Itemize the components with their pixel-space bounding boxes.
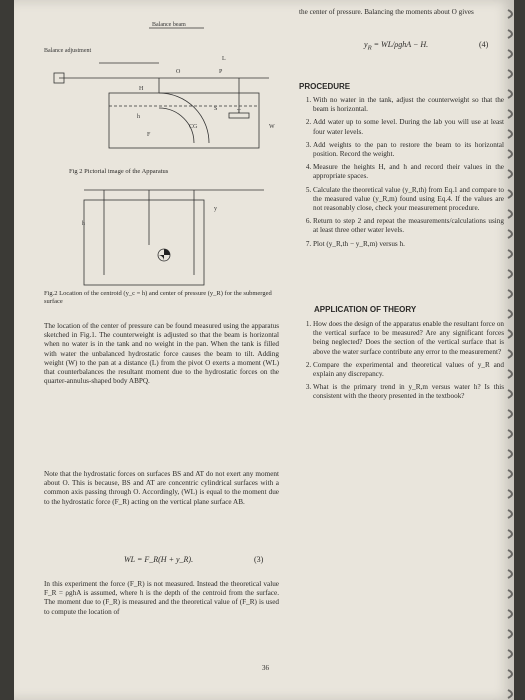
procedure-step: 2. Add water up to some level. During the lab you will use at least four water levels. [313,118,504,136]
label-O: O [176,69,181,75]
application-item: 1. How does the design of the apparatus enable the resultant force on the vertical surface to be measured? Are any significant forces being neglected? Does the section of the vertical surface that is above the water surface contribute any error to the measurement? [313,320,504,357]
procedure-step: 1. With no water in the tank, adjust the counterweight so that the beam is horizontal. [313,96,504,114]
centroid-diagram [74,180,274,290]
label-H: H [139,86,144,92]
procedure-step: 6. Return to step 2 and repeat the measurements/calculations using at least three other water levels. [313,217,504,235]
label-CG: CG [189,124,198,130]
apparatus-figure [39,18,284,158]
label-h: h [137,114,140,120]
equation-4-sub: R [367,44,372,52]
procedure-list [299,96,504,253]
intro-continuation: the center of pressure. Balancing the moments about O gives [299,8,474,16]
equation-3: WL = F_R(H + y_R). [124,555,194,564]
equation-4-rhs: = WL/ρghA − H. [373,40,429,49]
procedure-step: 7. Plot (y_R,th − y_R,m) versus h. [313,240,504,249]
procedure-heading: PROCEDURE [299,82,351,91]
equation-4-lhs: y [364,40,368,49]
apparatus-diagram [39,18,284,158]
equation-4-number: (4) [479,40,489,49]
equation-3-number: (3) [254,555,264,564]
application-item: 3. What is the primary trend in y_R,m versus water h? Is this consistent with the theory presented in the textbook? [313,383,504,401]
label-P: P [219,69,223,75]
figure-1-caption: Fig 2 Pictorial image of the Apparatus [69,168,169,175]
figure-2-label-y: y [214,206,217,212]
label-F: F [147,132,151,138]
label-W: W [269,124,275,130]
label-L: L [222,56,226,62]
body-paragraph-1: The location of the center of pressure can be found measured using the apparatus sketched in Fig.1. The counterweight is adjusted so that the beam is horizontal when no water is in the tank and no weight in the pan. When the tank is filled with water the unbalanced hydrostatic force causes the beam to tilt. Adding weight (W) to the pan at a distance (L) from the pivot O exerts a moment (WL) that counterbalances the resultant moment due to the hydrostatic forces on the quarter-annulus-shaped body ABPQ. [44,322,279,386]
document-page [14,0,514,700]
body-paragraph-2: Note that the hydrostatic forces on surfaces BS and AT do not exert any moment about O. This is because, BS and AT are concentric cylindrical surfaces with a common axis passing through O. Accordingly, (WL) is equal to the moment due to the hydrostatic force (F_R) acting on the vertical plane surface AB. [44,470,279,506]
centroid-figure [74,180,274,290]
application-item: 2. Compare the experimental and theoretical values of y_R and explain any discrepancy. [313,361,504,379]
figure-2-label-h: h [82,221,85,227]
label-S: S [214,106,218,112]
procedure-step: 5. Calculate the theoretical value (y_R,th) from Eq.1 and compare to the measured value (y_R,m) found using Eq.4. If the values are not reasonably close, check your measurement procedure. [313,186,504,214]
equation-4 [364,40,428,52]
procedure-step: 3. Add weights to the pan to restore the beam to its horizontal position. Record the weight. [313,141,504,159]
application-heading: APPLICATION OF THEORY [314,305,417,314]
procedure-step: 4. Measure the heights H, and h and record their values in the appropriate spaces. [313,163,504,181]
label-T: T [237,109,241,115]
body-paragraph-3: In this experiment the force (F_R) is not measured. Instead the theoretical value F_R = ρghA is assumed, where h is the depth of the centroid from the surface. The moment due to (F_R) is measured and the theoretical value of (F_R) is used to compute the location of [44,580,279,616]
figure-2-caption: Fig.2 Location of the centroid (y_c = h) and center of pressure (y_R) for the submerged surface [44,290,272,305]
application-list [299,320,504,406]
balance-beam-label: Balance beam [152,22,186,28]
page-number: 36 [262,664,269,672]
balance-adjustment-label: Balance adjustment [44,48,92,54]
